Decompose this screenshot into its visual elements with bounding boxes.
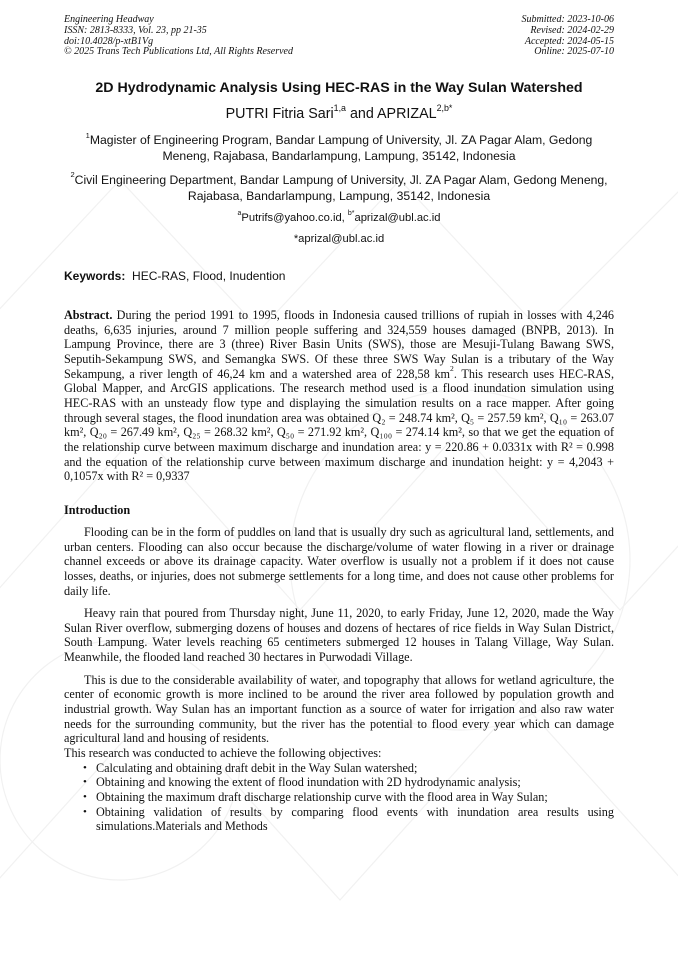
email-b[interactable]: aprizal@ubl.ac.id [354, 212, 441, 224]
journal-copyright: © 2025 Trans Tech Publications Ltd, All Rights Reserved [64, 46, 293, 58]
journal-header [64, 15, 614, 58]
list-item [83, 804, 614, 834]
date-revised: Revised: 2024-02-29 [530, 24, 614, 36]
area-unit-exponent: 2 [450, 364, 454, 374]
objective-2: Obtaining and knowing the extent of flood inundation with 2D hydrodynamic analysis; [96, 775, 521, 790]
keywords-value: HEC-RAS, Flood, Inudention [132, 269, 286, 283]
email-a-mark: a [237, 210, 242, 218]
bullet-icon: • [83, 761, 87, 774]
author-2-affiliation-mark: 2,b* [436, 103, 453, 114]
section-heading-introduction: Introduction [64, 502, 131, 517]
date-submitted: Submitted: 2023-10-06 [521, 14, 614, 25]
journal-header-right [522, 15, 615, 58]
affiliation-2-mark: 2 [70, 170, 75, 180]
author-connector: and [345, 106, 377, 123]
author-emails [64, 211, 614, 225]
abstract-text-1: During the period 1991 to 1995, floods in Indonesia caused trillions of rupiah in losses with 4,246 deaths, 6,635 injuries, around 7 million people suffering and 324,559 houses damaged (BNPB, 2013). In Lampung Province, there are 3 (three) River Basin Units (SWS), those are Mesuji-Tulang Bawang SWS, Seputih-Sekampung SWS, and Semangka SWS. Of these three SWS Way Sulan is a tributary of the Way Sekampung, a river length of 46,24 km and a watershed area of 228,58 km [64, 308, 615, 381]
journal-header-left [64, 15, 293, 58]
abstract-text-3: so that we get the equation of the relationship curve between maximum discharge and inundation area: y = 220.86 + 0.0331x with R² = 0.998 and the equation of the relationship curve between maximum discharge and inundation height: y = 4,2043 + 0,1057x with R² = 0,9337 [64, 425, 615, 484]
keywords [64, 269, 614, 284]
affiliation-2 [64, 172, 614, 204]
objective-1: Calculating and obtaining draft debit in the Way Sulan watershed; [96, 760, 418, 775]
abstract-label: Abstract. [64, 308, 113, 322]
date-accepted: Accepted: 2024-05-15 [524, 35, 614, 47]
affiliation-2-text: Civil Engineering Department, Bandar Lampung of University, Jl. ZA Pagar Alam, Gedong Meneng, Rajabasa, Bandarlampung, Lampung, 35142, Indonesia [74, 172, 608, 203]
abstract [64, 308, 614, 484]
author-1-affiliation-mark: 1,a [333, 103, 346, 114]
email-a[interactable]: Putrifs@yahoo.co.id, [241, 212, 345, 224]
bullet-icon: • [83, 805, 87, 818]
list-item [83, 775, 614, 790]
author-2: APRIZAL [377, 106, 437, 123]
bullet-icon: • [83, 776, 87, 789]
intro-paragraph-1: Flooding can be in the form of puddles on land that is usually dry such as agricultural land, settlements, and urban centers. Flooding can also occur because the discharge/volume of water flowing in a river or drainage channel exceeds or above its drainage capacity. Water overflow is usually not a problem if it does not cause losses, deaths, or injuries, does not submerge settlements for a long time, and does not cause other problems for daily life. [64, 524, 614, 598]
affiliation-1-text: Magister of Engineering Program, Bandar Lampung of University, Jl. ZA Pagar Alam, Gedong Meneng, Rajabasa, Bandarlampung, Lampung, 35142, Indonesia [89, 133, 593, 164]
author-list [64, 103, 614, 123]
intro-paragraph-2: Heavy rain that poured from Thursday night, June 11, 2020, to early Friday, June 12, 2020, made the Way Sulan River overflow, submerging dozens of houses and dozens of hectares of rice fields in Way Sulan District, South Lampung. Water levels reaching 65 centimeters submerged 12 houses in Talang Village, Way Sulan. Meanwhile, the flooded land reached 30 hectares in Purwodadi Village. [64, 606, 614, 665]
objective-4: Obtaining validation of results by comparing flood events with inundation area results using simulations.Materials and Methods [96, 804, 614, 834]
result-q25: Q₂₅ = 268.32 km², [183, 425, 274, 440]
result-q10: Q₁₀ = 263.07 km², [64, 410, 614, 440]
corresponding-email[interactable]: *aprizal@ubl.ac.id [293, 233, 385, 245]
journal-doi[interactable]: doi:10.4028/p-xtB1Vg [64, 35, 154, 47]
email-b-mark: b* [347, 210, 355, 218]
objectives-list [64, 761, 614, 834]
keywords-label: Keywords: [64, 269, 126, 283]
objective-3: Obtaining the maximum draft discharge relationship curve with the flood area in Way Sulan; [96, 790, 548, 805]
intro-paragraph-3: This is due to the considerable availability of water, and topography that allows for wetland agriculture, the center of economic growth is more inclined to be around the river area followed by population growth and industrial growth. Way Sulan has an important function as a source of water for irrigation and also raw water needs for the surrounding community, but the river has the potential to flood every year which can damage agricultural land and housing of residents. [64, 672, 614, 746]
journal-issn: ISSN: 2813-8333, Vol. 23, pp 21-35 [64, 24, 207, 36]
date-online: Online: 2025-07-10 [534, 46, 614, 58]
paper-title: 2D Hydrodynamic Analysis Using HEC-RAS in the Way Sulan Watershed [95, 80, 583, 97]
list-item [83, 760, 614, 776]
paper-page [64, 15, 614, 834]
result-q2: Q₂ = 248.74 km², [372, 410, 458, 425]
journal-name: Engineering Headway [64, 14, 154, 25]
objectives-intro: This research was conducted to achieve the following objectives: [64, 746, 382, 761]
result-q50: Q₅₀ = 271.92 km², [276, 425, 368, 440]
affiliation-1-mark: 1 [85, 131, 90, 140]
result-q20: Q₂₀ = 267.49 km², [89, 425, 180, 440]
bullet-icon: • [83, 791, 87, 804]
result-q100: Q₁₀₀ = 274.14 km², [370, 425, 465, 440]
author-1: PUTRI Fitria Sari [225, 106, 334, 123]
affiliation-1 [64, 132, 614, 164]
list-item [83, 790, 614, 805]
abstract-text-2: . This research uses HEC-RAS, Global Mapper, and ArcGIS applications. The research method used is a flood inundation simulation using HEC-RAS with an unsteady flow type and displaying the simulation results on a race mapper. After going through several stages, the flood inundation area was obtained [64, 366, 615, 425]
result-q5: Q₅ = 257.59 km², [461, 410, 547, 425]
